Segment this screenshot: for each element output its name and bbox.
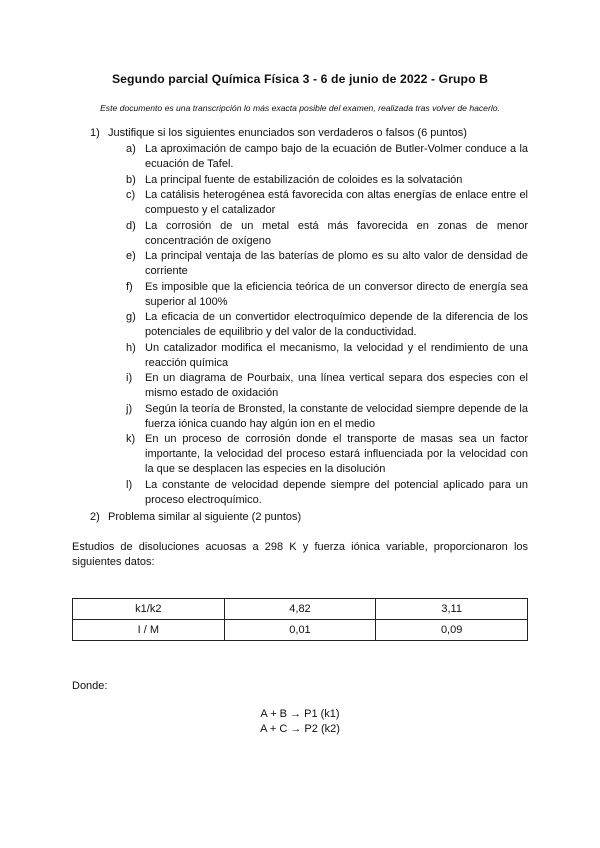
table-cell: k1/k2	[73, 599, 225, 620]
problem-statement: Estudios de disoluciones acuosas a 298 K y fuerza iónica variable, proporcionaron los siguientes datos:	[72, 541, 528, 568]
statement-item	[126, 371, 528, 401]
table-cell: 4,82	[224, 599, 376, 620]
question-2-text: Problema similar al siguiente (2 puntos)	[108, 511, 302, 523]
reaction-1: A + B → P1 (k1)	[260, 708, 340, 720]
table-cell: 3,11	[376, 599, 528, 620]
statement-item	[126, 478, 528, 508]
statement-text: Es imposible que la eficiencia teórica de un conversor directo de energía sea superior al 100%	[145, 280, 528, 308]
statement-list	[126, 142, 528, 508]
donde-label: Donde:	[72, 680, 108, 692]
statement-letter: i)	[126, 372, 133, 384]
table-row	[73, 599, 528, 620]
data-table	[72, 598, 528, 641]
statement-letter: l)	[126, 478, 133, 491]
statement-item	[126, 219, 528, 249]
statement-letter: f)	[126, 280, 133, 293]
reaction-2: A + C → P2 (k2)	[260, 723, 340, 735]
question-1	[90, 126, 467, 141]
statement-item	[126, 142, 528, 172]
table-row	[73, 620, 528, 641]
statement-item	[126, 188, 528, 218]
statement-letter: b)	[126, 173, 136, 186]
page-title: Segundo parcial Química Física 3 - 6 de junio de 2022 - Grupo B	[111, 72, 489, 86]
statement-letter: j)	[126, 402, 133, 415]
statement-letter: d)	[126, 219, 136, 232]
table-cell: 0,09	[376, 620, 528, 641]
question-1-text: Justifique si los siguientes enunciados son verdaderos o falsos (6 puntos)	[108, 127, 467, 139]
table-cell: 0,01	[224, 620, 376, 641]
statement-letter: e)	[126, 250, 136, 262]
statement-item	[126, 280, 528, 310]
question-2	[90, 510, 301, 525]
statement-letter: h)	[126, 341, 136, 354]
statement-item	[126, 402, 528, 432]
statement-text: En un diagrama de Pourbaix, una línea vertical separa dos especies con el mismo estado de oxidación	[145, 372, 528, 399]
statement-item	[126, 173, 528, 188]
question-2-number: 2)	[90, 511, 100, 523]
statement-text: Según la teoría de Bronsted, la constante de velocidad siempre depende de la fuerza iónica cuando hay algún ion en el medio	[145, 402, 528, 430]
question-1-number: 1)	[90, 127, 100, 139]
statement-letter: c)	[126, 189, 136, 201]
transcription-note: Este documento es una transcripción lo más exacta posible del examen, realizada tras volver de hacerlo.	[100, 103, 500, 113]
statement-letter: k)	[126, 433, 136, 445]
statement-item	[126, 432, 528, 477]
statement-text: Un catalizador modifica el mecanismo, la velocidad y el rendimiento de una reacción química	[145, 341, 528, 369]
statement-text: La aproximación de campo bajo de la ecuación de Butler-Volmer conduce a la ecuación de Tafel.	[145, 143, 528, 170]
statement-item	[126, 341, 528, 371]
statement-text: La catálisis heterogénea está favorecida con altas energías de enlace entre el compuesto y el catalizador	[145, 189, 528, 216]
statement-text: En un proceso de corrosión donde el transporte de masas sea un factor importante, la velocidad del proceso estará influenciada por la velocidad con la que se desplacen las especies en la disolución	[145, 433, 528, 475]
table-cell: I / M	[73, 620, 225, 641]
statement-text: La constante de velocidad depende siempre del potencial aplicado para un proceso electroquímico.	[145, 478, 528, 506]
statement-text: La eficacia de un convertidor electroquímico depende de la diferencia de los potenciales de equilibrio y del valor de la conductividad.	[145, 311, 528, 338]
statement-item	[126, 249, 528, 279]
statement-text: La principal fuente de estabilización de coloides es la solvatación	[145, 173, 463, 186]
statement-letter: a)	[126, 143, 136, 155]
statement-text: La corrosión de un metal está más favorecida en zonas de menor concentración de oxígeno	[145, 219, 528, 247]
statement-item	[126, 310, 528, 340]
statement-letter: g)	[126, 311, 136, 323]
statement-text: La principal ventaja de las baterías de plomo es su alto valor de densidad de corriente	[145, 250, 528, 277]
